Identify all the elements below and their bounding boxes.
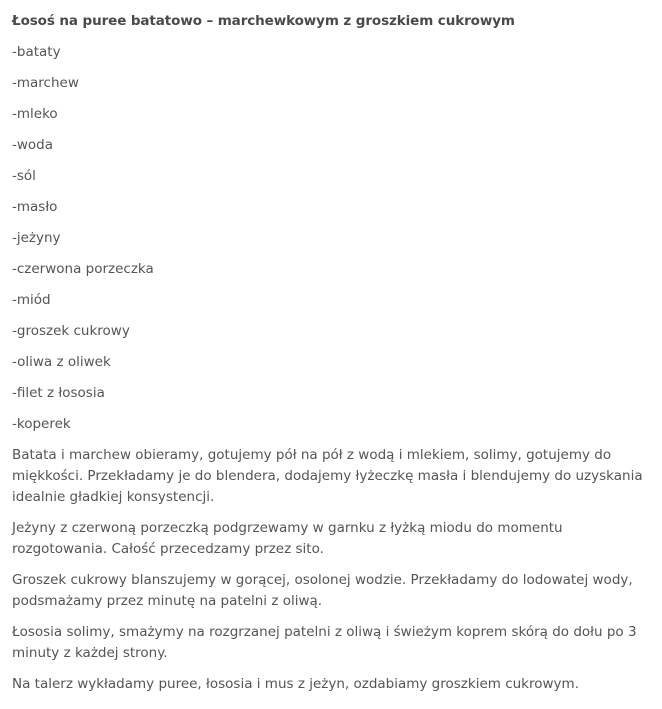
- ingredient-item: -marchew: [12, 75, 79, 91]
- step-paragraph: Jeżyny z czerwoną porzeczką podgrzewamy w garnku z łyżką miodu do momentu rozgotowania. Całość przecedzamy przez sito.: [12, 520, 563, 557]
- ingredient-list: [12, 42, 662, 434]
- ingredient-item: -groszek cukrowy: [12, 323, 130, 339]
- step-paragraph: Groszek cukrowy blanszujemy w gorącej, osolonej wodzie. Przekładamy do lodowatej wody, podsmażamy przez minutę na patelni z oliwą.: [12, 572, 633, 609]
- ingredient-item: -bataty: [12, 44, 61, 60]
- ingredient-item: -czerwona porzeczka: [12, 261, 154, 277]
- step-paragraph: Batata i marchew obieramy, gotujemy pół na pół z wodą i mlekiem, solimy, gotujemy do miękkości. Przekładamy je do blendera, dodajemy łyżeczkę masła i blendujemy do uzyskania idealnie gładkiej konsystencji.: [12, 447, 643, 505]
- recipe-title: Łosoś na puree batatowo – marchewkowym z groszkiem cukrowym: [12, 13, 515, 29]
- preparation-steps: [12, 445, 662, 695]
- ingredient-item: -miód: [12, 292, 51, 308]
- ingredient-item: -masło: [12, 199, 58, 215]
- ingredient-item: -woda: [12, 137, 54, 153]
- ingredient-item: -jeżyny: [12, 230, 61, 246]
- step-paragraph: Na talerz wykładamy puree, łososia i mus z jeżyn, ozdabiamy groszkiem cukrowym.: [12, 676, 579, 692]
- ingredient-item: -oliwa z oliwek: [12, 354, 111, 370]
- ingredient-item: -koperek: [12, 416, 71, 432]
- ingredient-item: -sól: [12, 168, 36, 184]
- ingredient-item: -filet z łososia: [12, 385, 105, 401]
- ingredient-item: -mleko: [12, 106, 58, 122]
- step-paragraph: Łososia solimy, smażymy na rozgrzanej patelni z oliwą i świeżym koprem skórą do dołu po 3 minuty z każdej strony.: [12, 624, 637, 661]
